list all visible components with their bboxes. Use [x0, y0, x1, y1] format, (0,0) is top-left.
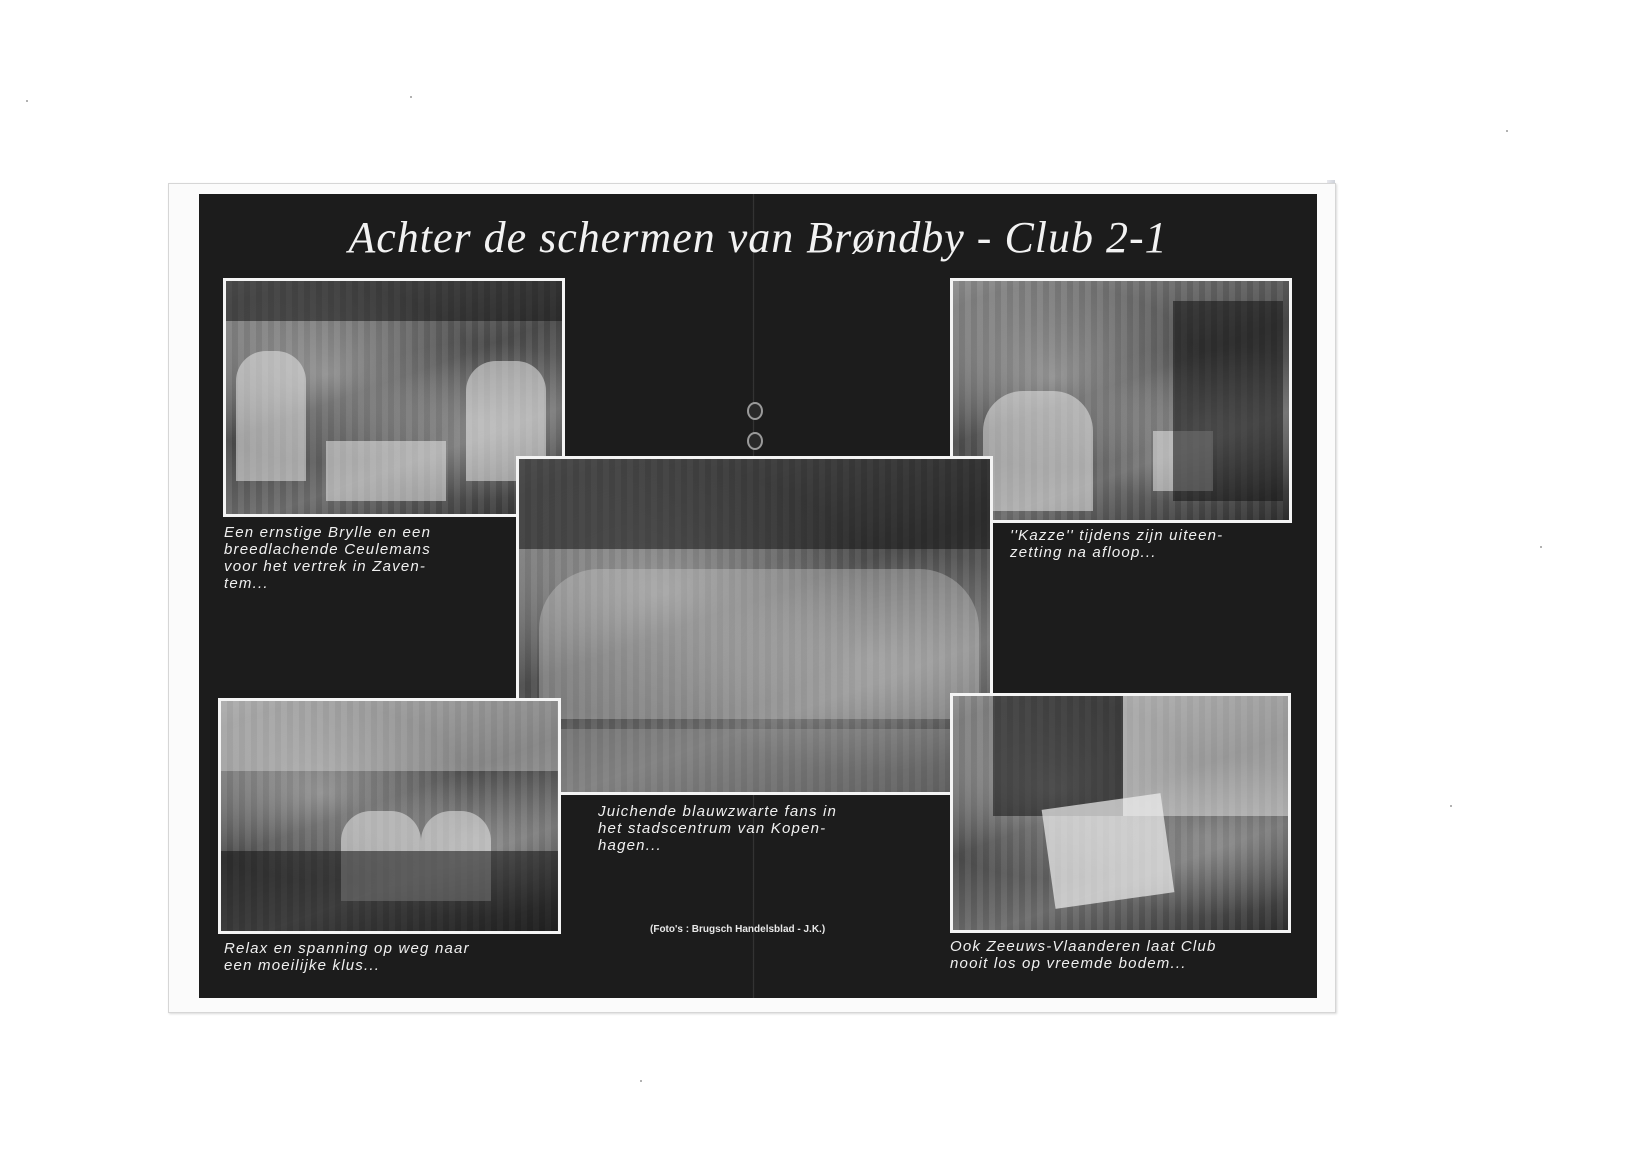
scan-speck: [640, 1080, 642, 1082]
scan-speck: [1540, 546, 1542, 548]
photo-credit: (Foto's : Brugsch Handelsblad - J.K.): [650, 924, 826, 935]
photo-brylle-ceulemans: [223, 278, 565, 517]
caption-center: Juichende blauwzwarte fans in het stadscentrum van Kopen- hagen...: [598, 803, 838, 854]
photo-fans-copenhagen: [516, 456, 993, 795]
caption-bottom-left: Relax en spanning op weg naar een moeilijke klus...: [224, 940, 470, 974]
photo-zeeuws-vlaanderen-fans: [950, 693, 1291, 933]
caption-bottom-right: Ook Zeeuws-Vlaanderen laat Club nooit los op vreemde bodem...: [950, 938, 1217, 972]
photo-kazze-interview: [950, 278, 1292, 523]
staple-top: [747, 402, 763, 420]
caption-top-right: ''Kazze'' tijdens zijn uiteen- zetting na afloop...: [1010, 527, 1224, 561]
scan-speck: [1506, 130, 1508, 132]
photo-airplane-cabin: [218, 698, 561, 934]
page-title: Achter de schermen van Brøndby - Club 2-1: [348, 213, 1168, 262]
scan-speck: [410, 96, 412, 98]
scan-speck: [1450, 805, 1452, 807]
caption-top-left: Een ernstige Brylle en een breedlachende Ceulemans voor het vertrek in Zaven- tem...: [224, 524, 432, 592]
staple-bottom: [747, 432, 763, 450]
scan-speck: [26, 100, 28, 102]
